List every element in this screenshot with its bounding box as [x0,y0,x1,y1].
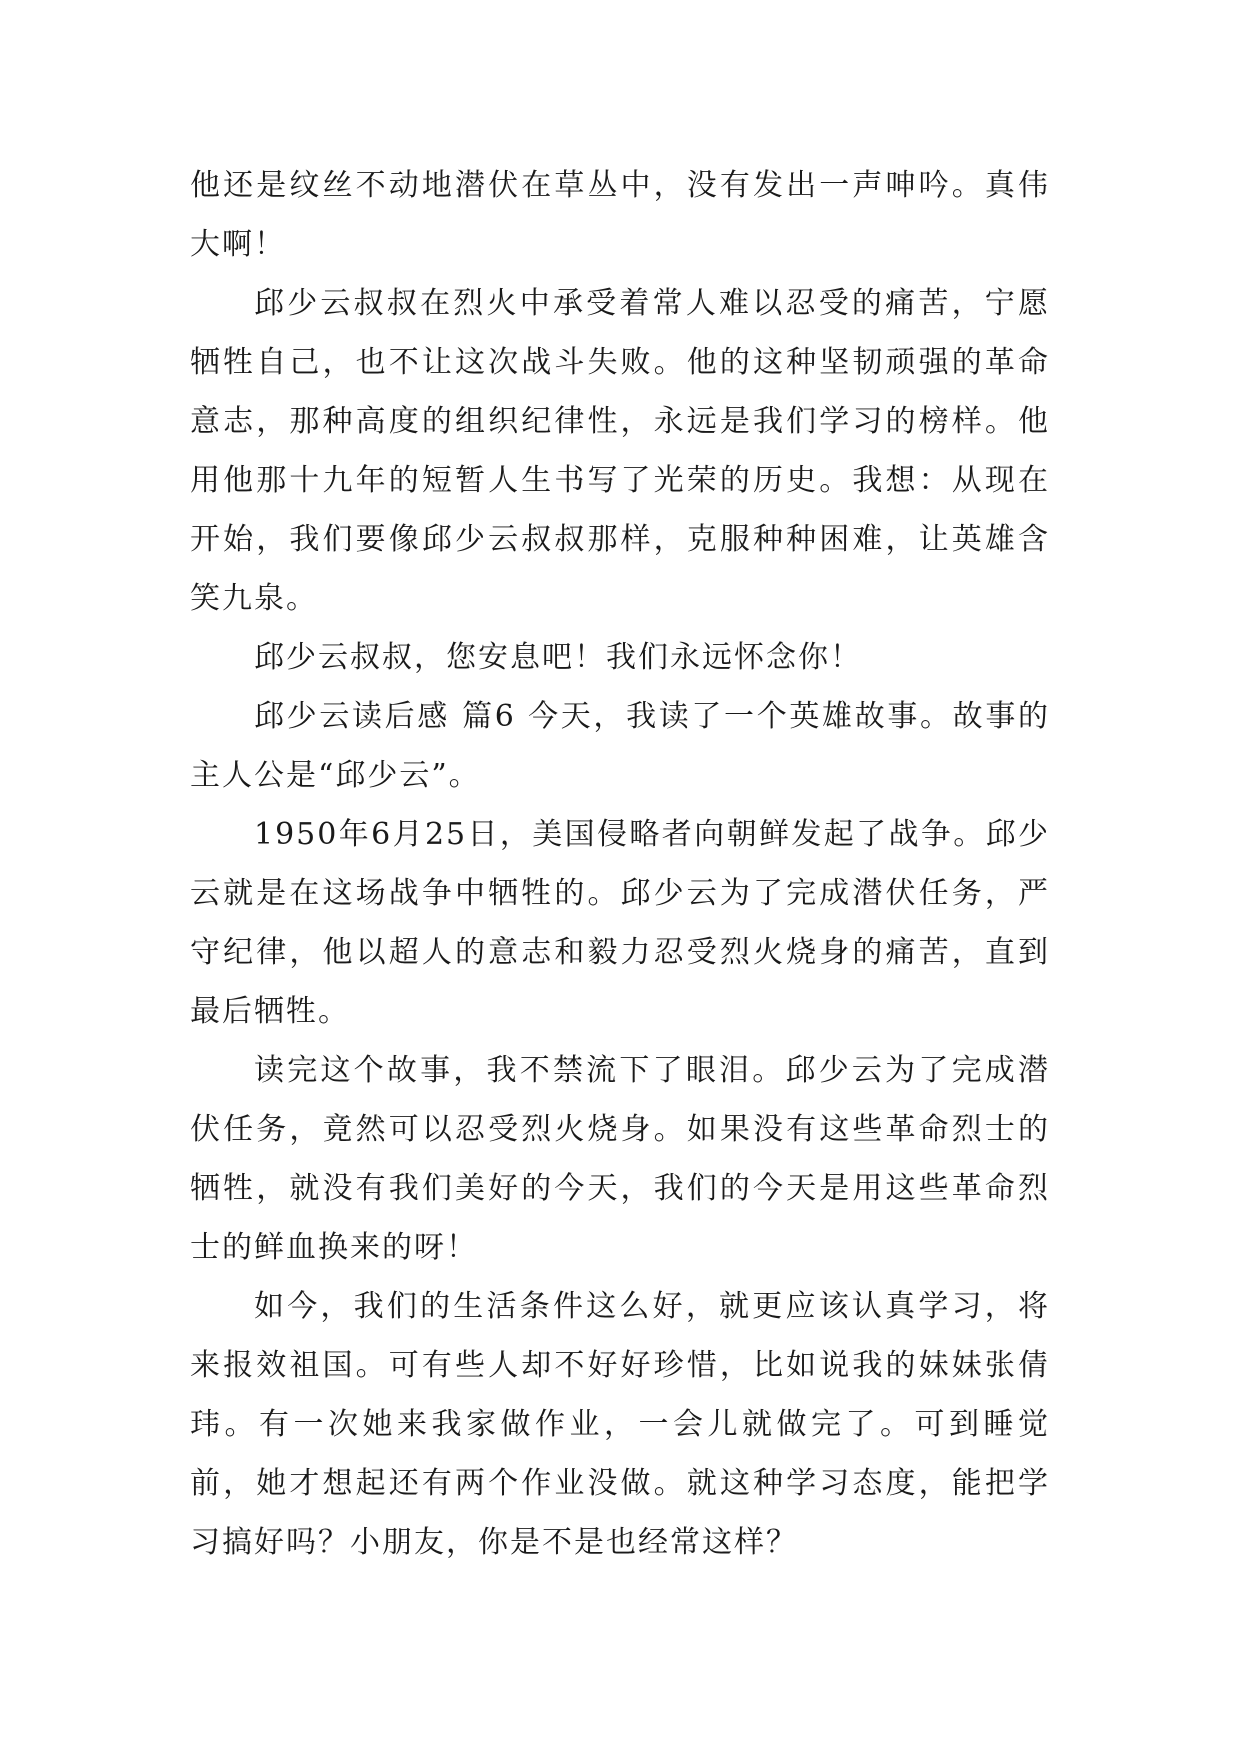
document-body [190,156,1050,1572]
paragraph-2: 邱少云叔叔在烈火中承受着常人难以忍受的痛苦，宁愿牺牲自己，也不让这次战斗失败。他的这种坚韧顽强的革命意志，那种高度的组织纪律性，永远是我们学习的榜样。他用他那十九年的短暂人生书写了光荣的历史。我想：从现在开始，我们要像邱少云叔叔那样，克服种种困难，让英雄含笑九泉。 [190,286,1050,616]
paragraph-3: 邱少云叔叔，您安息吧！我们永远怀念你！ [254,640,862,675]
paragraph-5: 1950年6月25日，美国侵略者向朝鲜发起了战争。邱少云就是在这场战争中牺牲的。邱少云为了完成潜伏任务，严守纪律，他以超人的意志和毅力忍受烈火烧身的痛苦，直到最后牺牲。 [190,817,1050,1029]
paragraph-4: 邱少云读后感 篇6 今天，我读了一个英雄故事。故事的主人公是“邱少云”。 [190,699,1050,793]
paragraph-6: 读完这个故事，我不禁流下了眼泪。邱少云为了完成潜伏任务，竟然可以忍受烈火烧身。如果没有这些革命烈士的牺牲，就没有我们美好的今天，我们的今天是用这些革命烈士的鲜血换来的呀！ [190,1053,1050,1265]
paragraph-1: 他还是纹丝不动地潜伏在草丛中，没有发出一声呻吟。真伟大啊！ [190,168,1050,262]
paragraph-7: 如今，我们的生活条件这么好，就更应该认真学习，将来报效祖国。可有些人却不好好珍惜，比如说我的妹妹张倩玮。有一次她来我家做作业，一会儿就做完了。可到睡觉前，她才想起还有两个作业没做。就这种学习态度，能把学习搞好吗？小朋友，你是不是也经常这样？ [190,1289,1050,1560]
